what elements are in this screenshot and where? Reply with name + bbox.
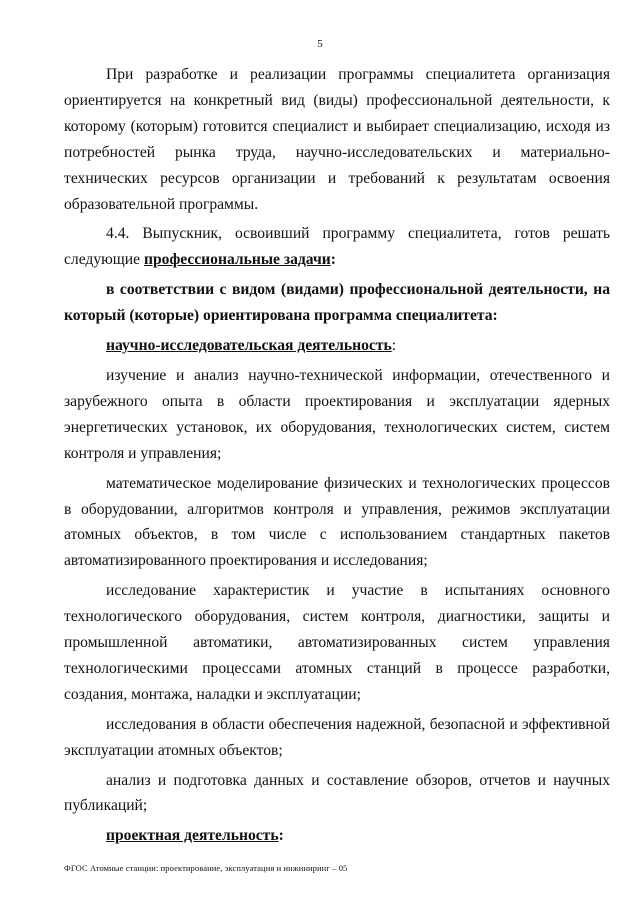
heading-design-activity-colon: :	[278, 827, 284, 845]
heading-design-activity	[64, 823, 610, 849]
paragraph-according-to-activity: в соответствии с видом (видами) профессиональной деятельности, на который (которые) ориентирована программа специалитета:	[64, 281, 610, 325]
heading-research-activity	[64, 333, 610, 359]
paragraph-4-4-text: 4.4. Выпускник, освоивший программу специалитета, готов решать следующие	[64, 225, 610, 269]
paragraph-intro: При разработке и реализации программы специалитета организация ориентируется на конкретный вид (виды) профессиональной деятельности, к которому (которым) готовится специалист и выбирает специализацию, исходя из потребностей рынка труда, научно-исследовательских и материально-технических ресурсов организации и требований к результатам освоения образовательной программы.	[64, 66, 610, 213]
heading-professional-tasks: профессиональные задачи	[143, 251, 331, 269]
list-item-reliability-research: исследования в области обеспечения надежной, безопасной и эффективной эксплуатации атомных объектов;	[64, 715, 610, 759]
document-body	[64, 62, 610, 853]
heading-design-activity-text: проектная деятельность	[106, 827, 279, 845]
list-item-modeling: математическое моделирование физических и технологических процессов в оборудовании, алгоритмов контроля и управления, режимов эксплуатации атомных объектов, в том числе с использованием стандартных пакетов автоматизированного проектирования и исследования;	[64, 474, 610, 570]
heading-research-activity-text: научно-исследовательская деятельность	[106, 337, 392, 355]
page-number: 5	[317, 38, 323, 50]
heading-professional-tasks-colon: :	[330, 251, 336, 269]
page-footer: ФГОС Атомные станции: проектирование, эксплуатация и инжиниринг – 05	[64, 863, 348, 873]
list-item-testing: исследование характеристик и участие в испытаниях основного технологического оборудования, систем контроля, диагностики, защиты и промышленной автоматики, автоматизированных систем управления технологическими процессами атомных станций в процессе разработки, создания, монтажа, наладки и эксплуатации;	[64, 582, 610, 703]
list-item-study-analysis: изучение и анализ научно-технической информации, отечественного и зарубежного опыта в области проектирования и эксплуатации ядерных энергетических установок, их оборудования, технологических систем, систем контроля и управления;	[64, 366, 610, 462]
paragraph-4-4	[64, 221, 610, 273]
list-item-reports: анализ и подготовка данных и составление обзоров, отчетов и научных публикаций;	[64, 771, 610, 815]
heading-research-activity-colon: :	[391, 337, 397, 355]
